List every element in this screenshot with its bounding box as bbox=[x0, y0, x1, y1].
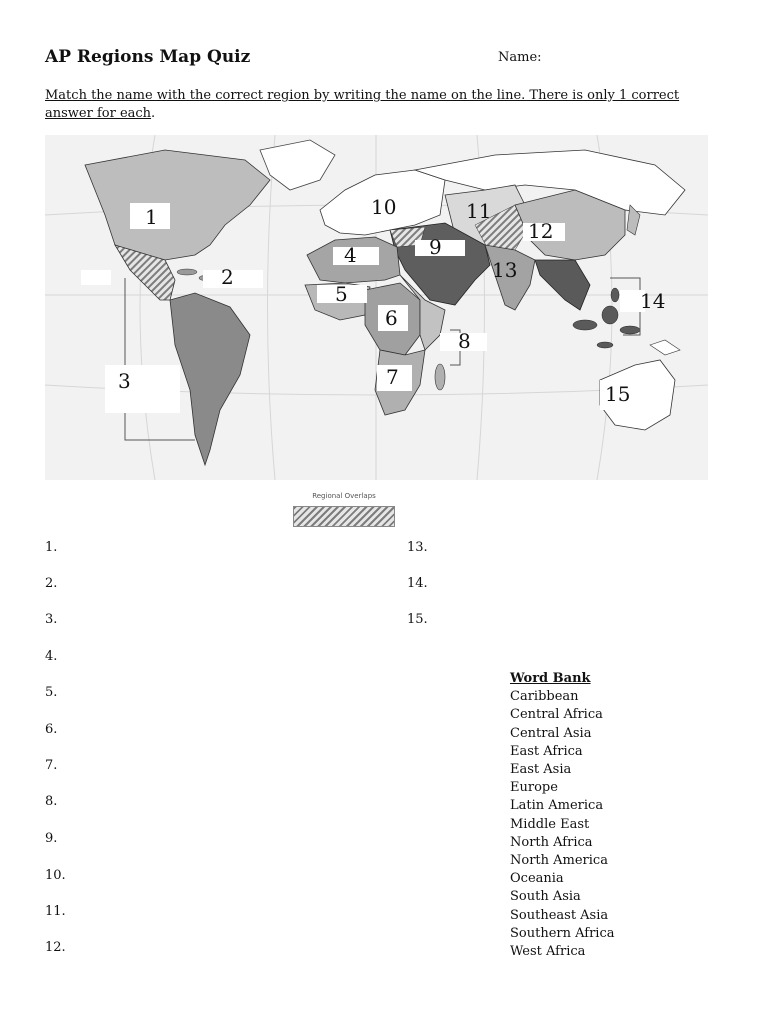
instructions bbox=[45, 87, 715, 123]
map-label-2: 2 bbox=[221, 265, 234, 289]
answer-line-10[interactable]: 10. bbox=[45, 868, 66, 883]
map-legend bbox=[292, 492, 396, 532]
answer-line-2[interactable]: 2. bbox=[45, 576, 58, 591]
legend-label: Regional Overlaps bbox=[312, 492, 376, 500]
word-bank-item: Southeast Asia bbox=[510, 907, 609, 923]
map-label-13: 13 bbox=[492, 258, 518, 282]
page-title: AP Regions Map Quiz bbox=[45, 47, 251, 67]
word-bank-item: North America bbox=[510, 853, 608, 869]
word-bank-item: Central Africa bbox=[510, 707, 603, 723]
word-bank bbox=[510, 670, 615, 961]
name-label: Name: bbox=[498, 50, 542, 65]
word-bank-item: Europe bbox=[510, 780, 558, 796]
answer-line-15[interactable]: 15. bbox=[407, 612, 428, 627]
map-region-labels bbox=[45, 135, 708, 480]
answer-line-4[interactable]: 4. bbox=[45, 649, 58, 664]
map-label-7: 7 bbox=[386, 365, 399, 389]
map-label-12: 12 bbox=[528, 219, 554, 243]
map-label-15: 15 bbox=[605, 382, 631, 406]
map-label-8: 8 bbox=[458, 329, 471, 353]
map-label-10: 10 bbox=[371, 195, 397, 219]
answer-line-14[interactable]: 14. bbox=[407, 576, 428, 591]
map-label-14: 14 bbox=[640, 289, 666, 313]
answer-line-12[interactable]: 12. bbox=[45, 940, 66, 955]
answer-line-5[interactable]: 5. bbox=[45, 685, 58, 700]
answer-line-9[interactable]: 9. bbox=[45, 831, 58, 846]
map-label-9: 9 bbox=[429, 235, 442, 259]
word-bank-item: Southern Africa bbox=[510, 925, 615, 941]
word-bank-item: East Asia bbox=[510, 762, 572, 778]
instructions-end: . bbox=[151, 106, 156, 121]
world-map bbox=[45, 135, 708, 480]
answer-line-3[interactable]: 3. bbox=[45, 612, 58, 627]
word-bank-item: South Asia bbox=[510, 889, 581, 905]
map-label-11: 11 bbox=[466, 199, 492, 223]
word-bank-item: Oceania bbox=[510, 871, 564, 887]
answer-line-11[interactable]: 11. bbox=[45, 904, 66, 919]
map-label-3: 3 bbox=[118, 369, 131, 393]
word-bank-item: Central Asia bbox=[510, 725, 592, 741]
word-bank-item: Latin America bbox=[510, 798, 604, 814]
instructions-text: Match the name with the correct region by writing the name on the line. There is only 1 correct answer for each bbox=[45, 88, 680, 121]
map-label-4: 4 bbox=[344, 243, 357, 267]
answer-line-7[interactable]: 7. bbox=[45, 758, 58, 773]
word-bank-item: Middle East bbox=[510, 816, 590, 832]
word-bank-item: West Africa bbox=[510, 944, 586, 960]
answer-line-13[interactable]: 13. bbox=[407, 540, 428, 555]
answer-line-6[interactable]: 6. bbox=[45, 722, 58, 737]
answer-line-8[interactable]: 8. bbox=[45, 794, 58, 809]
answer-line-1[interactable]: 1. bbox=[45, 540, 58, 555]
word-bank-item: Caribbean bbox=[510, 689, 579, 705]
legend-swatch bbox=[293, 506, 395, 527]
map-label-1: 1 bbox=[145, 205, 158, 229]
word-bank-title: Word Bank bbox=[510, 671, 591, 686]
word-bank-item: North Africa bbox=[510, 834, 593, 850]
map-label-6: 6 bbox=[385, 306, 398, 330]
word-bank-item: East Africa bbox=[510, 743, 583, 759]
map-label-5: 5 bbox=[335, 282, 348, 306]
